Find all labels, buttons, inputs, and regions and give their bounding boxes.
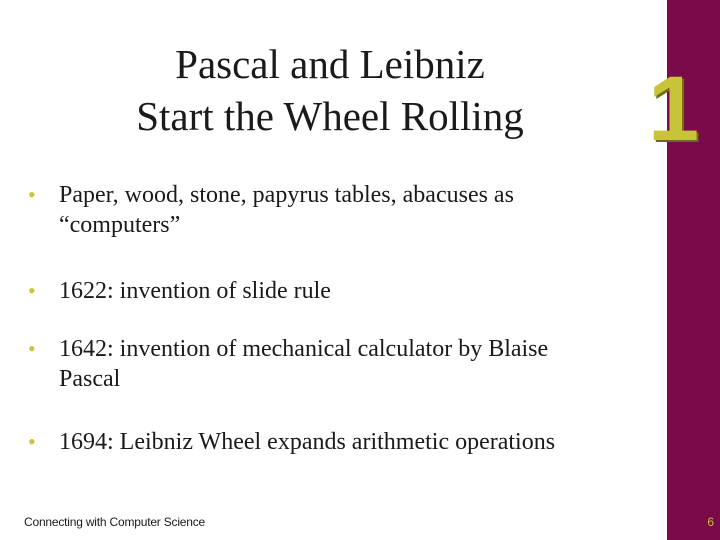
title-line-1: Pascal and Leibniz [175,41,485,87]
bullet-text-line: 1622: invention of slide rule [59,278,331,304]
bullet-marker: • [28,278,36,303]
bullet-text-line: “computers” [59,212,181,238]
bullet-item [28,276,331,306]
chapter-number: 1 [648,58,700,160]
footer-text: Connecting with Computer Science [24,515,206,529]
bullet-marker: • [28,429,36,454]
bullet-text-line: 1642: invention of mechanical calculator by Blaise [59,336,549,362]
bullet-item [28,334,548,394]
bullet-item [28,427,555,457]
bullet-text-line: 1694: Leibniz Wheel expands arithmetic operations [59,429,556,455]
bullet-text-line: Pascal [59,366,121,392]
page-number: 6 [707,515,714,529]
bullet-marker: • [28,182,36,207]
bullet-item [28,180,514,240]
bullet-marker: • [28,336,36,361]
title-line-2: Start the Wheel Rolling [136,93,524,139]
slide-title [60,38,600,142]
bullet-text-line: Paper, wood, stone, papyrus tables, abacuses as [59,182,514,208]
